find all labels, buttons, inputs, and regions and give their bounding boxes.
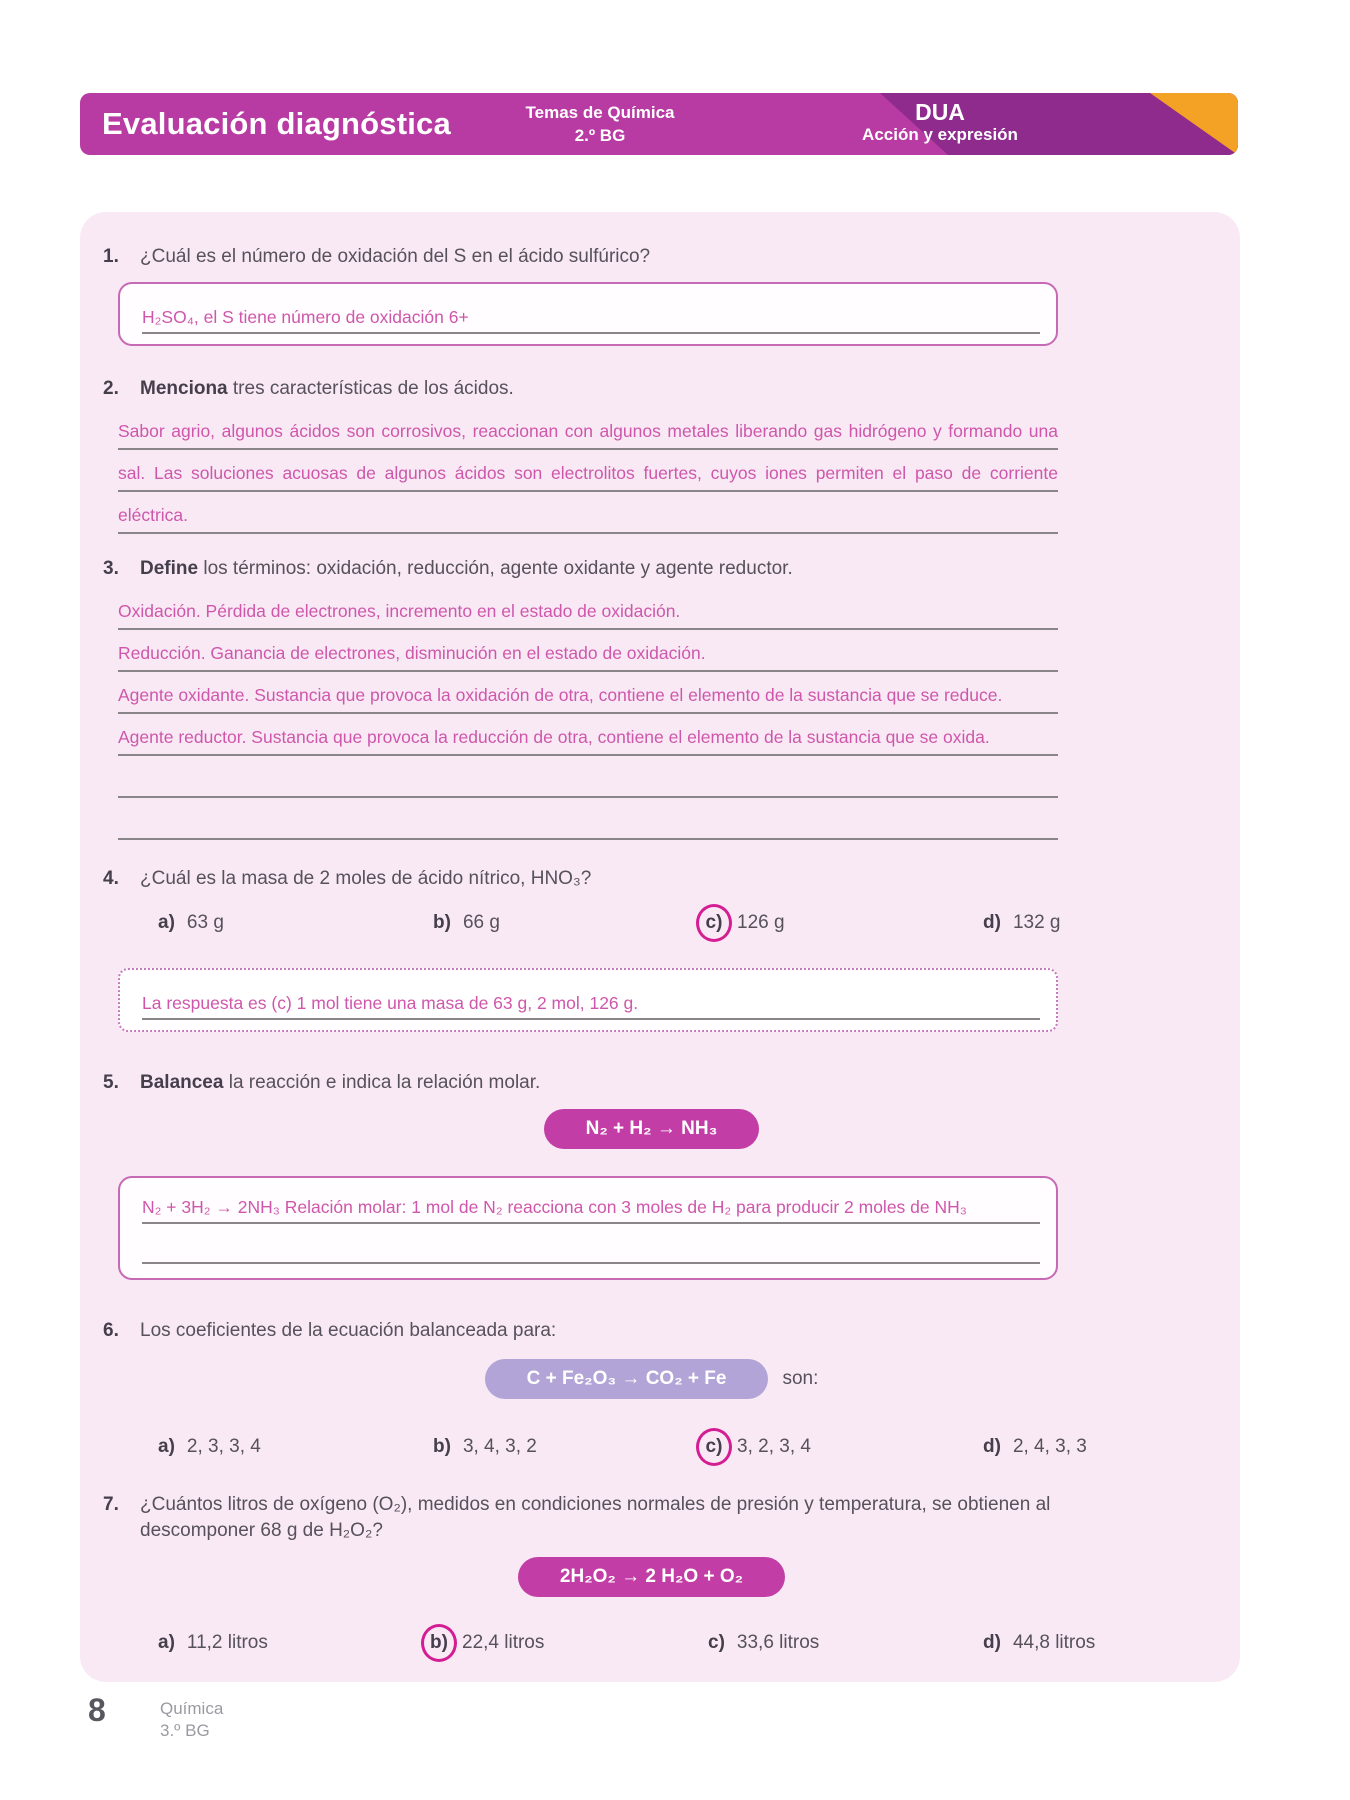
correct-answer-circle: c)	[696, 1428, 732, 1466]
option-value: 2, 3, 3, 4	[186, 1436, 261, 1457]
dua-title: DUA	[915, 99, 965, 125]
question-5-equation-row	[103, 1108, 1200, 1150]
question-6	[103, 1318, 1200, 1344]
option-a	[158, 912, 433, 934]
course-line1: Temas de Química	[525, 103, 675, 122]
question-1-number: 1.	[103, 246, 119, 267]
question-3	[103, 556, 1200, 582]
question-6-options	[103, 1428, 1200, 1466]
question-7	[103, 1492, 1200, 1544]
question-3-verb: Define	[140, 558, 199, 579]
dua-subtitle: Acción y expresión	[862, 125, 1018, 145]
question-1	[103, 244, 1200, 270]
question-5-verb: Balancea	[140, 1072, 224, 1093]
footer-subject-label	[160, 1698, 223, 1742]
question-3-text	[140, 556, 793, 582]
question-3-number: 3.	[103, 558, 119, 579]
correct-answer-circle: b)	[421, 1624, 457, 1662]
option-letter: b)	[433, 1436, 451, 1457]
question-6-number: 6.	[103, 1320, 119, 1341]
option-d	[983, 912, 1200, 934]
course-line2: 2.º BG	[574, 125, 626, 145]
question-6-equation-row	[103, 1358, 1200, 1400]
equation-pill: C + Fe₂O₃ → CO₂ + Fe	[485, 1359, 769, 1399]
option-value: 22,4 litros	[462, 1632, 545, 1653]
blank-answer-line[interactable]	[142, 1258, 1040, 1264]
option-value: 11,2 litros	[186, 1632, 268, 1653]
option-c	[708, 1632, 983, 1654]
question-4-answer-box[interactable]	[118, 968, 1058, 1032]
question-2-verb: Menciona	[140, 378, 228, 399]
answer-line[interactable]: Agente reductor. Sustancia que provoca la reducción de otra, contiene el elemento de la sustancia que se oxida.	[118, 714, 1058, 756]
page-title: Evaluación diagnóstica	[102, 106, 451, 141]
option-letter: c)	[708, 1632, 725, 1653]
question-2-text	[140, 376, 514, 402]
question-7-options	[103, 1624, 1200, 1662]
course-label	[500, 102, 700, 148]
footer-subject: Química	[160, 1699, 224, 1718]
equation-pill: 2H₂O₂ → 2 H₂O + O₂	[518, 1557, 785, 1597]
question-7-equation-row	[103, 1556, 1200, 1598]
question-3-answer-lines	[118, 588, 1058, 840]
worksheet-panel	[80, 212, 1240, 1682]
blank-answer-line[interactable]	[118, 756, 1058, 798]
option-value: 44,8 litros	[1012, 1632, 1096, 1653]
option-b-circled	[430, 1624, 708, 1662]
option-d	[983, 1436, 1200, 1458]
option-a	[158, 1436, 433, 1458]
answer-line[interactable]: sal. Las soluciones acuosas de algunos ácidos son electrolitos fuertes, cuyos iones permiten el paso de corriente	[118, 450, 1058, 492]
question-1-text: ¿Cuál es el número de oxidación del S en el ácido sulfúrico?	[140, 246, 651, 267]
option-value: 63 g	[186, 912, 224, 933]
question-5-answer-box[interactable]	[118, 1176, 1058, 1280]
question-5-text	[140, 1070, 540, 1096]
option-b	[433, 1436, 708, 1458]
answer-line[interactable]: Sabor agrio, algunos ácidos son corrosivos, reaccionan con algunos metales liberando gas hidrógeno y formando una	[118, 408, 1058, 450]
question-4-options	[103, 904, 1200, 942]
option-value: 3, 4, 3, 2	[462, 1436, 537, 1457]
answer-line[interactable]: eléctrica.	[118, 492, 1058, 534]
answer-line[interactable]: Agente oxidante. Sustancia que provoca la oxidación de otra, contiene el elemento de la sustancia que se reduce.	[118, 672, 1058, 714]
option-letter: a)	[158, 1632, 175, 1653]
question-2-rest: tres características de los ácidos.	[227, 378, 514, 399]
question-6-text: Los coeficientes de la ecuación balanceada para:	[140, 1320, 557, 1341]
correct-answer-circle: c)	[696, 904, 732, 942]
question-5-rest: la reacción e indica la relación molar.	[223, 1072, 541, 1093]
question-4-number: 4.	[103, 868, 119, 889]
option-letter: d)	[983, 1436, 1001, 1457]
question-7-text: ¿Cuántos litros de oxígeno (O₂), medidos en condiciones normales de presión y temperatura, se obtienen al descomponer 68 g de H₂O₂?	[140, 1494, 1051, 1541]
question-3-rest: los términos: oxidación, reducción, agente oxidante y agente reductor.	[198, 558, 793, 579]
question-2-answer-lines	[118, 408, 1058, 534]
option-value: 132 g	[1012, 912, 1061, 933]
question-5-answer[interactable]: N₂ + 3H₂ → 2NH₃ Relación molar: 1 mol de N₂ reacciona con 3 moles de H₂ para producir 2 moles de NH₃	[142, 1197, 1040, 1224]
answer-line[interactable]: Oxidación. Pérdida de electrones, incremento en el estado de oxidación.	[118, 588, 1058, 630]
page-number: 8	[88, 1692, 106, 1728]
question-2-number: 2.	[103, 378, 119, 399]
option-letter: a)	[158, 912, 175, 933]
option-value: 33,6 litros	[736, 1632, 820, 1653]
question-5	[103, 1070, 1200, 1096]
option-d	[983, 1632, 1200, 1654]
equation-pill: N₂ + H₂ → NH₃	[544, 1109, 760, 1149]
option-value: 126 g	[737, 912, 785, 933]
option-letter: b)	[433, 912, 451, 933]
question-7-number: 7.	[103, 1494, 119, 1515]
question-5-number: 5.	[103, 1072, 119, 1093]
option-a	[158, 1632, 433, 1654]
option-value: 2, 4, 3, 3	[1012, 1436, 1087, 1457]
question-1-answer-box[interactable]	[118, 282, 1058, 346]
page-header	[80, 93, 1238, 155]
option-value: 66 g	[462, 912, 500, 933]
option-letter: a)	[158, 1436, 175, 1457]
option-value: 3, 2, 3, 4	[737, 1436, 811, 1457]
question-4	[103, 866, 1200, 892]
blank-answer-line[interactable]	[118, 798, 1058, 840]
question-1-answer[interactable]: H₂SO₄, el S tiene número de oxidación 6+	[142, 307, 1040, 334]
equation-suffix: son:	[782, 1368, 819, 1389]
question-4-answer[interactable]: La respuesta es (c) 1 mol tiene una masa de 63 g, 2 mol, 126 g.	[142, 993, 1040, 1020]
option-letter: d)	[983, 912, 1001, 933]
answer-line[interactable]: Reducción. Ganancia de electrones, disminución en el estado de oxidación.	[118, 630, 1058, 672]
option-letter: d)	[983, 1632, 1001, 1653]
option-b	[433, 912, 708, 934]
question-4-text: ¿Cuál es la masa de 2 moles de ácido nítrico, HNO₃?	[140, 868, 592, 889]
question-2	[103, 376, 1200, 402]
footer-grade: 3.º BG	[160, 1721, 210, 1741]
option-c-circled	[705, 904, 983, 942]
option-c-circled	[705, 1428, 983, 1466]
dua-badge	[835, 99, 1045, 145]
